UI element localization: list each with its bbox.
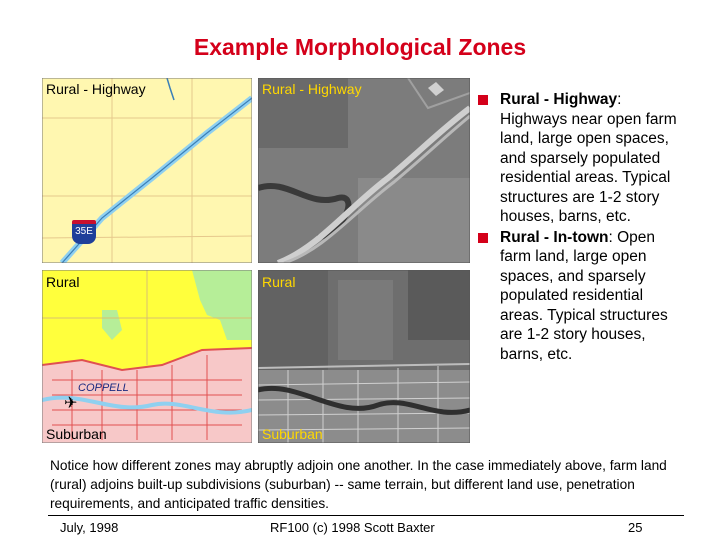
map-rural-label: Rural: [46, 274, 80, 290]
aerial-photo-rural-suburban: [258, 270, 470, 443]
bullet-text: : Open farm land, large open spaces, and sparsely populated residential areas. Typical structures are 1-2 story houses, barns, etc.: [500, 228, 668, 363]
bullet-term: Rural - In-town: [500, 228, 609, 246]
bullet-term: Rural - Highway: [500, 91, 618, 108]
photo-top-label: Rural - Highway: [262, 81, 362, 97]
photo-rural-highway-panel: [258, 78, 470, 263]
footer-date: July, 1998: [60, 520, 119, 535]
bullet-square-icon: [478, 95, 488, 105]
bullet-item: [478, 90, 678, 227]
slide-title: Example Morphological Zones: [193, 34, 527, 60]
map-rural-highway-panel: [42, 78, 252, 263]
airport-icon: ✈: [64, 395, 78, 412]
footer-divider: [48, 515, 684, 516]
footer-copyright: RF100 (c) 1998 Scott Baxter: [270, 520, 435, 535]
aerial-photo-rural-highway: [258, 78, 470, 263]
bullet-text: : Highways near open farm land, large open spaces, and sparsely populated residential areas. Typical structures are 1-2 story houses, barns, etc.: [500, 91, 677, 225]
highway-shield-label: 35E: [75, 226, 93, 237]
footer-page-number: 25: [628, 520, 643, 535]
photo-rural-suburban-panel: [258, 270, 470, 443]
map-top-label: Rural - Highway: [46, 81, 146, 97]
bullet-square-icon: [478, 233, 488, 243]
photo-rural-label: Rural: [262, 274, 296, 290]
note-paragraph: Notice how different zones may abruptly adjoin one another. In the case immediately above, farm land (rural) adjoins built-up subdivisions (suburban) -- same terrain, but different land use, penetration requirements, and anticipated traffic densities.: [50, 458, 667, 511]
bullet-list: [478, 90, 678, 364]
photo-suburban-label: Suburban: [262, 426, 323, 442]
map-rural-suburban-panel: [42, 270, 252, 443]
bullet-item: [478, 228, 678, 365]
map-place-label: COPPELL: [78, 382, 129, 394]
map-suburban-label: Suburban: [46, 426, 107, 442]
map-rural-suburban: [42, 270, 252, 443]
